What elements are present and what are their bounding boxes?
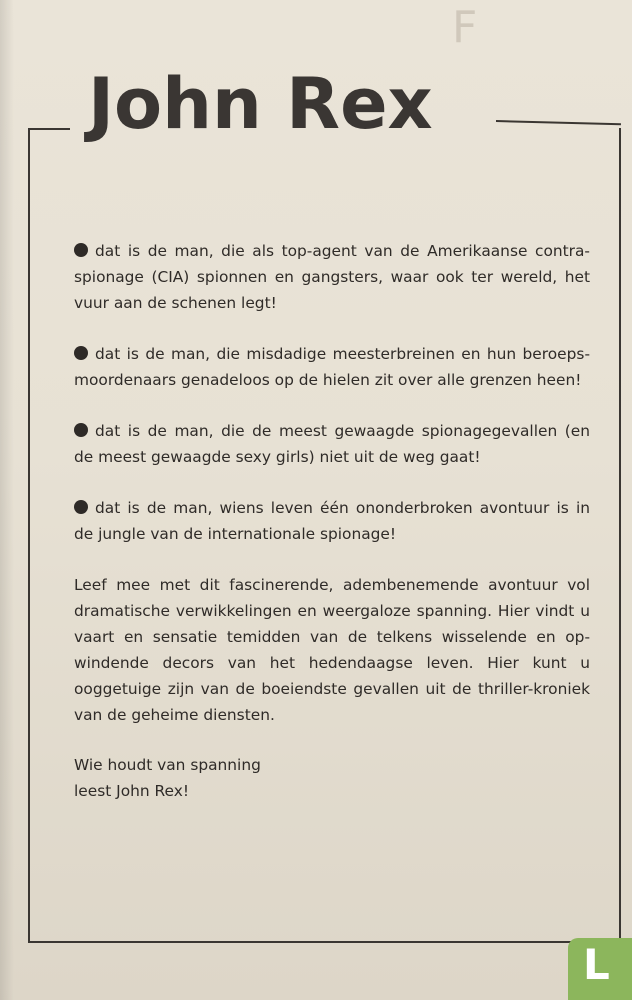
blurb-content bbox=[74, 238, 590, 804]
watermark-logo bbox=[568, 938, 632, 1000]
bullet-item bbox=[74, 238, 590, 316]
bullet-text: dat is de man, die als top-agent van de Amerikaanse contra-spionage (CIA) spionnen en gangsters, waar ook ter wereld, het vuur aan de schenen legt! bbox=[74, 242, 590, 312]
bullet-dot-icon bbox=[74, 243, 88, 257]
bullet-dot-icon bbox=[74, 423, 88, 437]
bullet-dot-icon bbox=[74, 346, 88, 360]
bullet-item bbox=[74, 341, 590, 393]
bullet-text: dat is de man, die misdadige meesterbreinen en hun beroeps-moordenaars genadeloos op de hielen zit over alle grenzen heen! bbox=[74, 345, 590, 389]
frame-top-right-line bbox=[496, 120, 621, 125]
handwritten-mark: F bbox=[452, 2, 478, 53]
closing-line-1: Wie houdt van spanning bbox=[74, 756, 261, 774]
bullet-text: dat is de man, wiens leven één ononderbroken avontuur is in de jungle van de internationale spionage! bbox=[74, 499, 590, 543]
page-title: John Rex bbox=[88, 63, 433, 145]
bullet-item bbox=[74, 418, 590, 470]
bullet-dot-icon bbox=[74, 500, 88, 514]
watermark-letter: L bbox=[583, 940, 610, 989]
closing-lines bbox=[74, 752, 590, 804]
binding-shadow bbox=[0, 0, 14, 1000]
body-paragraph: Leef mee met dit fascinerende, adembenemende avontuur vol dramatische verwikkelingen en weergaloze spanning. Hier vindt u vaart en sensatie temidden van de telkens wisselende en op-windende decors van het hedendaagse leven. Hier kunt u ooggetuige zijn van de boeiendste gevallen uit de thriller-kroniek van de geheime diensten. bbox=[74, 576, 590, 724]
bullet-text: dat is de man, die de meest gewaagde spionagegevallen (en de meest gewaagde sexy girls) niet uit de weg gaat! bbox=[74, 422, 590, 466]
closing-line-2: leest John Rex! bbox=[74, 782, 189, 800]
frame-top-left-line bbox=[28, 128, 70, 130]
bullet-item bbox=[74, 495, 590, 547]
